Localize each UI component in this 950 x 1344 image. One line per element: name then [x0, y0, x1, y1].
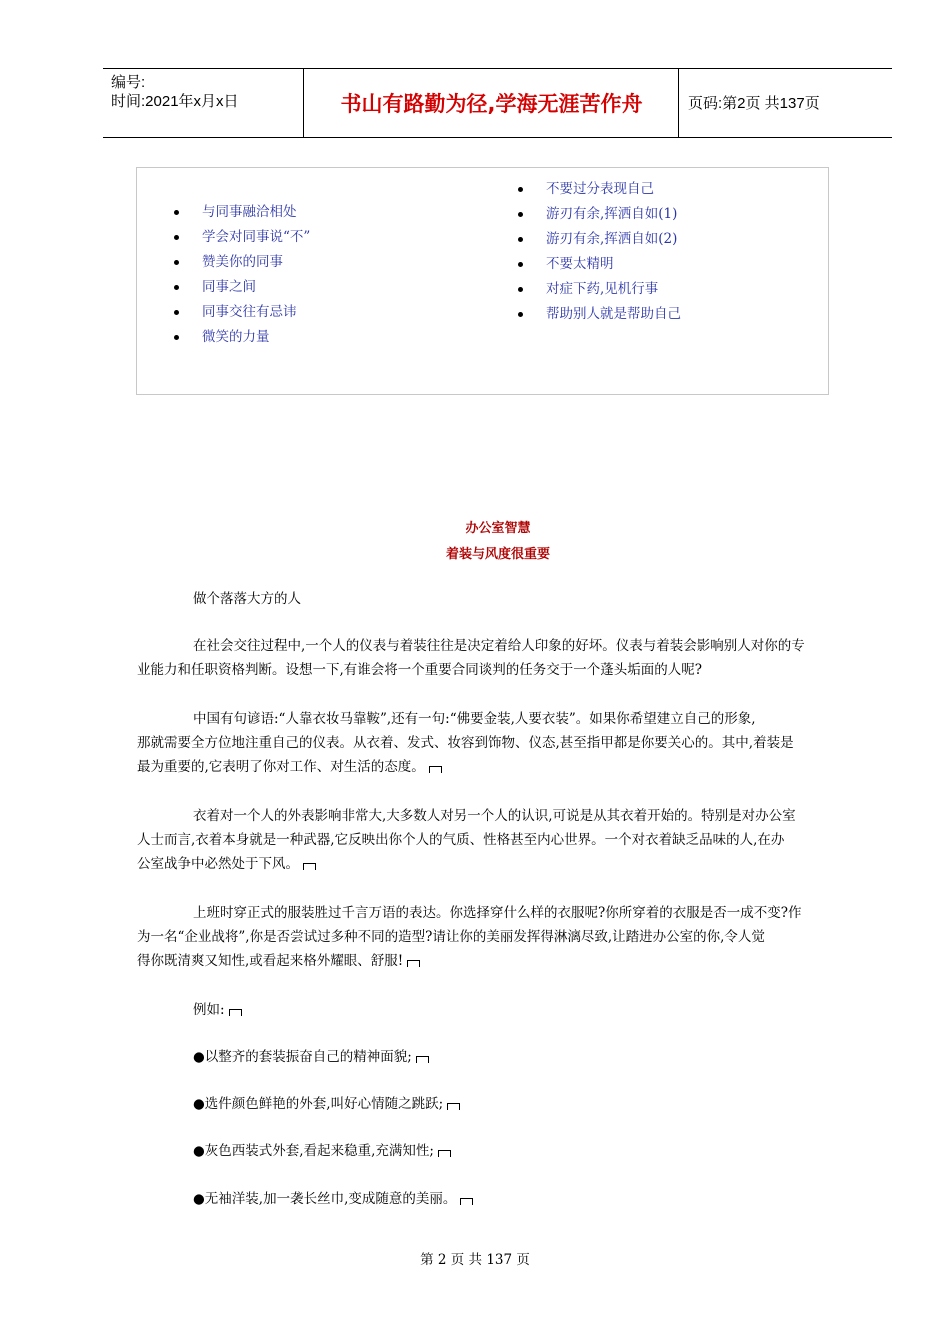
- bullet-icon: [518, 187, 523, 192]
- paragraph: 衣着对一个人的外表影响非常大,大多数人对另一个人的认识,可说是从其衣着开始的。特别是对办公室 人士而言,衣着本身就是一种武器,它反映出你个人的气质、性格甚至内心世界。一个对衣着缺乏品味的人,在办 公室战争中必然处于下风。: [137, 808, 796, 872]
- list-item: ●灰色西装式外套,看起来稳重,充满知性;: [193, 1139, 451, 1163]
- list-item: ●选件颜色鲜艳的外套,叫好心情随之跳跃;: [193, 1092, 460, 1116]
- bullet-icon: [174, 310, 179, 315]
- time-label: 时间:2021年x月x日: [111, 93, 239, 110]
- bullet-icon: [518, 312, 523, 317]
- header-divider: [303, 69, 304, 137]
- return-mark-icon: [460, 1198, 473, 1205]
- return-mark-icon: [438, 1150, 451, 1157]
- header-motto: 书山有路勤为径,学海无涯苦作舟: [340, 92, 643, 116]
- paragraph: 中国有句谚语:“人靠衣妆马靠鞍”,还有一句:“佛要金装,人要衣装”。如果你希望建立自己的形象, 那就需要全方位地注重自己的仪表。从衣着、发式、妆容到饰物、仪态,甚至指甲都是你要关心的。其中,着装是 最为重要的,它表明了你对工作、对生活的态度。: [137, 711, 794, 775]
- bullet-icon: [174, 235, 179, 240]
- bullet-icon: [518, 212, 523, 217]
- return-mark-icon: [429, 766, 442, 773]
- paragraph: 上班时穿正式的服装胜过千言万语的表达。你选择穿什么样的衣服呢?你所穿着的衣服是否一成不变?作 为一名“企业战将”,你是否尝试过多种不同的造型?请让你的美丽发挥得淋漓尽致,让踏进办公室的你,令人觉 得你既清爽又知性,或看起来格外耀眼、舒服!: [137, 905, 802, 969]
- bullet-icon: [174, 285, 179, 290]
- return-mark-icon: [447, 1103, 460, 1110]
- list-item: ●无袖洋装,加一袭长丝巾,变成随意的美丽。: [193, 1187, 473, 1211]
- document-header: [103, 68, 892, 138]
- list-item: ●以整齐的套装振奋自己的精神面貌;: [193, 1045, 429, 1069]
- number-label: 编号:: [111, 74, 146, 91]
- bullet-icon: [174, 260, 179, 265]
- paragraph: 在社会交往过程中,一个人的仪表与着装往往是决定着给人印象的好坏。仪表与着装会影响别人对你的专 业能力和任职资格判断。设想一下,有谁会将一个重要合同谈判的任务交于一个蓬头垢面的人呢?: [137, 638, 805, 678]
- header-divider: [678, 69, 679, 137]
- bullet-icon: [518, 237, 523, 242]
- toc-box: 与同事融洽相处 学会对同事说“不” 赞美你的同事 同事之间 同事交往有忌讳 微笑的力量 不要过分表现自己 游刃有余,挥洒自如(1) 游刃有余,挥洒自如(2) 不要太精明 对症下药,见机行事 帮助别人就是帮助自己: [136, 167, 829, 395]
- section-heading: 做个落落大方的人: [193, 591, 301, 607]
- article-subtitle: 着装与风度很重要: [445, 547, 550, 562]
- return-mark-icon: [416, 1056, 429, 1063]
- bullet-icon: [174, 335, 179, 340]
- bullet-icon: [174, 210, 179, 215]
- return-mark-icon: [303, 863, 316, 870]
- article-title: 办公室智慧: [465, 521, 531, 536]
- header-meta: [111, 73, 239, 111]
- bullet-icon: [518, 287, 523, 292]
- return-mark-icon: [407, 960, 420, 967]
- return-mark-icon: [229, 1009, 242, 1016]
- bullet-icon: [518, 262, 523, 267]
- example-label: 例如:: [193, 998, 242, 1022]
- page-footer: 第 2 页 共 137 页: [420, 1252, 530, 1268]
- page-label: 页码:第2页 共137页: [688, 95, 820, 112]
